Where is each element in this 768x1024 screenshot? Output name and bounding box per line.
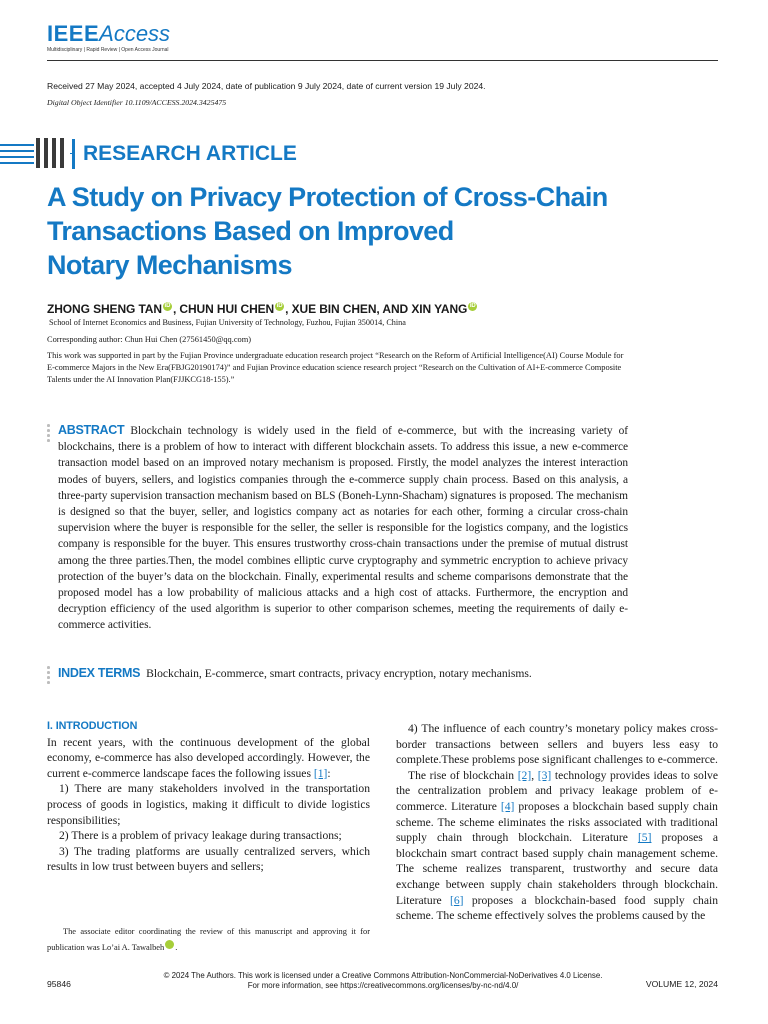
citation-link[interactable]: [3] [537, 768, 552, 782]
citation-link[interactable]: [6] [450, 893, 464, 907]
journal-tagline: Multidisciplinary | Rapid Review | Open Access Journal [47, 47, 169, 53]
doi: Digital Object Identifier 10.1109/ACCESS.2024.3425475 [47, 98, 227, 107]
citation-link[interactable]: [2] [517, 768, 532, 782]
abstract-text: Blockchain technology is widely used in the field of e-commerce, but with the increasing variety of blockchains, there is a problem of how to interact with different blockchain assets. To address this issue, a new e-commerce transaction model based on an improved notary mechanism is proposed. Firstly, the model analyzes the interest interaction modes of buyers, sellers, and logistics companies through the e-commerce supply chain process. Based on this analysis, a three-party supervision transaction mechanism based on BLS (Boneh-Lynn-Shacham) signatures is proposed. The mechanism is designed so that the buyer, seller, and logistics company act as notaries for each other, forming a circular cross-chain supervision where the buyer is responsible for the seller, the seller is responsible for the logistics company, and the logistics company is responsible for the buyer. This ensures trustworthy cross-chain transactions under the premise of mutual distrust among the three parties.Then, the model combines elliptic curve cryptography and symmetric encryption to achieve privacy protection of the buyer’s data on the blockchain. Finally, experimental results and scheme comparisons demonstrate that the proposed model has a low probability of malicious attacks and a high cost of attacks. Furthermore, the encryption and decryption efficiency of the used algorithm is superior to other comparison schemes, meeting the requirements of daily e-commerce activities. [58, 425, 628, 632]
volume: VOLUME 12, 2024 [645, 979, 718, 989]
author-list: ZHONG SHENG TAN iD , CHUN HUI CHEN iD , XUE BIN CHEN, AND XIN YANG iD [47, 302, 476, 316]
article-type: RESEARCH ARTICLE [72, 139, 305, 169]
corresponding-author: Corresponding author: Chun Hui Chen (27561450@qq.com) [47, 335, 252, 344]
title-line: A Study on Privacy Protection of Cross-Chain [47, 182, 608, 212]
page-number: 95846 [47, 979, 71, 989]
right-column [396, 721, 718, 924]
publication-dates: Received 27 May 2024, accepted 4 July 2024, date of publication 9 July 2024, date of current version 19 July 2024. [47, 81, 486, 91]
list-item: 3) The trading platforms are usually centralized servers, which results in low trust between buyers and sellers; [47, 844, 370, 874]
license-notice: © 2024 The Authors. This work is licensed under a Creative Commons Attribution-NonCommercial-NoDerivatives 4.0 License. For more information, see https://creativecommons.org/licenses/by-nc-nd/4.0/ [163, 971, 603, 990]
title-line: Notary Mechanisms [47, 250, 292, 280]
title-line: Transactions Based on Improved [47, 216, 454, 246]
logo-access: Access [99, 21, 171, 46]
index-terms [58, 666, 532, 680]
paragraph: The rise of blockchain [2], [3] technology provides ideas to solve the centralization problem and privacy leakage problem of e-commerce. Literature [4] proposes a blockchain based supply chain scheme. The scheme eliminates the risks associated with traditional supply chain through blockchain. Literature [5] proposes a blockchain smart contract based supply chain management scheme. The scheme realizes transparent, trustworthy and secure data exchange between supply chain stakeholders through blockchain. Literature [6] proposes a blockchain-based food supply chain scheme. The scheme effectively solves the problems caused by the [396, 768, 719, 923]
index-terms-label: INDEX TERMS [58, 666, 141, 680]
abstract [58, 422, 628, 634]
orcid-icon[interactable]: iD [165, 940, 174, 949]
orcid-icon[interactable]: iD [469, 303, 476, 309]
citation-link[interactable]: [4] [500, 799, 515, 813]
journal-logo [47, 22, 170, 53]
section-heading: I. INTRODUCTION [47, 720, 138, 732]
author-name: ZHONG SHENG TAN [47, 302, 162, 316]
orcid-icon[interactable]: iD [276, 303, 283, 309]
article-type-decoration [0, 136, 68, 170]
funding-statement: This work was supported in part by the Fujian Province undergraduate education research project “Research on the Reform of Artificial Intelligence(AI) Course Module for E-commerce Majors in the New Era(FBJG20190174)” and Fujian Province education science research project “Research on the Cultivation of AI+E-commerce Composite Talents under the AI Innovation Plan(FJJKCG18-155).” [47, 351, 624, 384]
list-item: 4) The influence of each country’s monetary policy makes cross-border transactions between sellers and buyers less easy to complete.These problems pose significant challenges to e-commerce. [396, 722, 718, 767]
citation-link[interactable]: [1] [313, 766, 328, 780]
paper-title [47, 180, 687, 282]
author-name: XUE BIN CHEN, AND XIN YANG [291, 302, 468, 316]
author-name: CHUN HUI CHEN [179, 302, 275, 316]
paragraph: In recent years, with the continuous development of the global economy, e-commerce has also developed accordingly. However, the current e-commerce landscape faces the following issues [1]: [47, 735, 370, 780]
citation-link[interactable]: [5] [637, 831, 652, 845]
list-item: 2) There is a problem of privacy leakage during transactions; [59, 829, 342, 843]
orcid-icon[interactable]: iD [164, 303, 171, 309]
affiliation: School of Internet Economics and Business, Fujian University of Technology, Fuzhou, Fujian 350014, China [49, 318, 406, 327]
abstract-label: ABSTRACT [58, 423, 125, 437]
left-column [47, 719, 370, 875]
header-rule [47, 60, 718, 61]
index-terms-text: Blockchain, E-commerce, smart contracts, privacy encryption, notary mechanisms. [146, 667, 532, 680]
footnote: The associate editor coordinating the review of this manuscript and approving it for publication was Lo’ai A. Tawalbeh iD. [47, 927, 370, 952]
abstract-dots-icon [47, 424, 50, 444]
logo-ieee: IEEE [47, 21, 100, 46]
index-terms-dots-icon [47, 666, 50, 686]
list-item: 1) There are many stakeholders involved in the transportation process of goods in logistics, making it difficult to divide logistics responsibilities; [47, 782, 370, 827]
